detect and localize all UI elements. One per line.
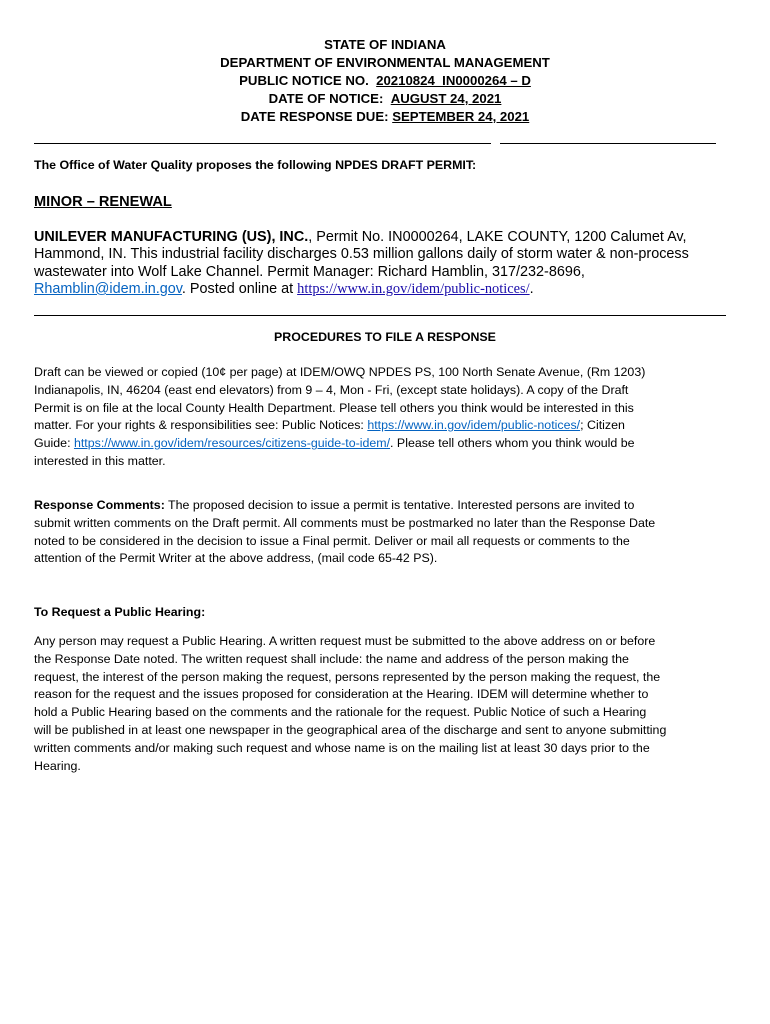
header-rule-left bbox=[34, 143, 491, 144]
hearing-paragraph bbox=[34, 633, 736, 775]
procedures-line-5 bbox=[34, 435, 736, 453]
hearing-line-6: will be published in at least one newspaper in the geographical area of the discharge and sent to anyone submitting bbox=[34, 722, 667, 737]
procedures-line-6: interested in this matter. bbox=[34, 453, 166, 468]
posted-text: . Posted online at bbox=[181, 280, 298, 297]
permit-category: MINOR – RENEWAL bbox=[34, 194, 172, 210]
permit-manager-email-link[interactable]: Rhamblin@idem.in.gov bbox=[34, 280, 182, 297]
response-line-1 bbox=[34, 497, 736, 515]
permit-line-4 bbox=[34, 281, 736, 298]
header-notice-number bbox=[34, 72, 736, 90]
permit-company: UNILEVER MANUFACTURING (US), INC. bbox=[34, 229, 309, 245]
procedures-line-5-post: . Please tell others whom you think would be bbox=[390, 436, 635, 451]
header-department: DEPARTMENT OF ENVIRONMENTAL MANAGEMENT bbox=[220, 55, 550, 70]
procedures-line-2: Indianapolis, IN, 46204 (east end elevators) from 9 – 4, Mon - Fri, (except state holidays). A copy of the Draft bbox=[34, 382, 629, 397]
procedures-line-4-post: ; Citizen bbox=[580, 418, 625, 433]
citizens-guide-link[interactable]: https://www.in.gov/idem/resources/citizens-guide-to-idem/ bbox=[73, 436, 391, 451]
response-line-4: attention of the Permit Writer at the above address, (mail code 65-42 PS). bbox=[34, 551, 438, 566]
header-state: STATE OF INDIANA bbox=[324, 37, 446, 52]
header-rule-right bbox=[500, 143, 716, 144]
due-value: SEPTEMBER 24, 2021 bbox=[392, 109, 530, 124]
procedures-line-4 bbox=[34, 417, 736, 435]
permit-line-1-rest: , Permit No. IN0000264, LAKE COUNTY, 1200 Calumet Av, bbox=[308, 229, 687, 245]
hearing-line-8: Hearing. bbox=[34, 758, 81, 773]
response-comments-paragraph bbox=[34, 497, 736, 568]
notice-number: 20210824_IN0000264 – D bbox=[376, 73, 531, 88]
hearing-line-5: hold a Public Hearing based on the comments and the rationale for the request. Public Notice of such a Hearing bbox=[34, 705, 647, 720]
notice-prefix: PUBLIC NOTICE NO. bbox=[239, 73, 369, 88]
procedures-paragraph bbox=[34, 364, 736, 471]
procedures-line-3: Permit is on file at the local County Health Department. Please tell others you think would be interested in this bbox=[34, 400, 634, 415]
permit-line-3: wastewater into Wolf Lake Channel. Permit Manager: Richard Hamblin, 317/232-8696, bbox=[34, 263, 585, 280]
procedures-line-5-pre: Guide: bbox=[34, 436, 74, 451]
hearing-line-3: request, the interest of the person making the request, persons represented by the person making the request, the bbox=[34, 669, 661, 684]
response-line-1-rest: The proposed decision to issue a permit is tentative. Interested persons are invited to bbox=[164, 498, 635, 512]
hearing-line-1: Any person may request a Public Hearing. A written request must be submitted to the above address on or before bbox=[34, 634, 656, 648]
posted-end: . bbox=[529, 280, 534, 297]
procedures-line-4-pre: matter. For your rights & responsibilities see: Public Notices: bbox=[34, 418, 368, 433]
date-value: AUGUST 24, 2021 bbox=[390, 91, 502, 106]
posted-online-link[interactable]: https://www.in.gov/idem/public-notices/ bbox=[297, 280, 530, 297]
response-line-3: noted to be considered in the decision to issue a Final permit. Deliver or mail all requests or comments to the bbox=[34, 533, 630, 548]
header-date-due bbox=[34, 108, 736, 126]
section-rule bbox=[34, 315, 726, 316]
date-label: DATE OF NOTICE: bbox=[268, 91, 384, 106]
hearing-title: To Request a Public Hearing: bbox=[34, 605, 206, 619]
hearing-line-7: written comments and/or making such request and whose name is on the mailing list at least 30 days prior to the bbox=[34, 740, 650, 755]
intro-text: The Office of Water Quality proposes the following NPDES DRAFT PERMIT: bbox=[34, 158, 477, 172]
procedures-title: PROCEDURES TO FILE A RESPONSE bbox=[274, 330, 496, 344]
due-label: DATE RESPONSE DUE: bbox=[240, 109, 389, 124]
permit-line-2: Hammond, IN. This industrial facility discharges 0.53 million gallons daily of storm water & non-process bbox=[34, 246, 689, 263]
public-notices-link[interactable]: https://www.in.gov/idem/public-notices/ bbox=[367, 418, 581, 433]
hearing-line-4: reason for the request and the issues proposed for consideration at the Hearing. IDEM will determine whether to bbox=[34, 687, 649, 702]
permit-description bbox=[34, 229, 736, 298]
notice-header bbox=[34, 36, 736, 126]
procedures-line-1: Draft can be viewed or copied (10¢ per page) at IDEM/OWQ NPDES PS, 100 North Senate Avenue, (Rm 1203) bbox=[34, 365, 646, 379]
header-date-of-notice bbox=[34, 90, 736, 108]
response-line-2: submit written comments on the Draft permit. All comments must be postmarked no later than the Response Date bbox=[34, 515, 656, 530]
permit-line-1 bbox=[34, 229, 736, 246]
hearing-line-2: the Response Date noted. The written request shall include: the name and address of the person making the bbox=[34, 651, 629, 666]
response-label: Response Comments: bbox=[34, 498, 165, 512]
